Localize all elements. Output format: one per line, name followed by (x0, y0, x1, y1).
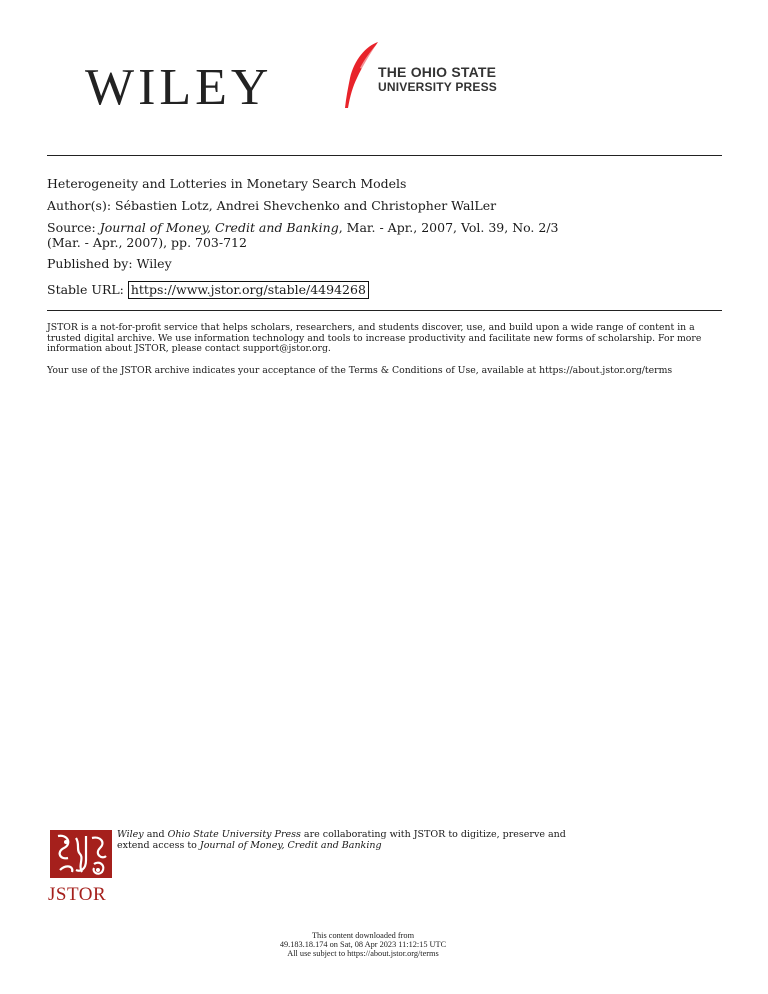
jstor-wordmark: JSTOR (48, 884, 107, 905)
collab-journal: Journal of Money, Credit and Banking (199, 840, 382, 851)
partner-2: Ohio State University Press (167, 829, 301, 840)
press-name-line1: THE OHIO STATE (378, 64, 497, 80)
authors-label: Author(s): (47, 198, 112, 213)
source-line (47, 220, 727, 250)
footer-line-2: 49.183.18.174 on Sat, 08 Apr 2023 11:12:15 UTC (279, 940, 447, 949)
source-label: Source: (47, 220, 96, 235)
collab-text-2: extend access to (117, 840, 197, 851)
source-details: , Mar. - Apr., 2007, Vol. 39, No. 2/3 (338, 220, 559, 235)
wiley-logo: WILEY (85, 59, 273, 116)
press-name-line2: UNIVERSITY PRESS (378, 80, 498, 94)
footer-line-1: This content downloaded from (311, 931, 415, 940)
stable-url-line (47, 281, 727, 299)
footer-line-3: All use subject to https://about.jstor.org/terms (287, 949, 439, 958)
collaboration-statement (117, 829, 717, 851)
published-label: Published by: (47, 256, 133, 271)
collab-text-1: are collaborating with JSTOR to digitize, preserve and (303, 829, 566, 840)
article-title: Heterogeneity and Lotteries in Monetary Search Models (47, 176, 407, 191)
jstor-seal-icon (50, 830, 112, 878)
authors-value: Sébastien Lotz, Andrei Shevchenko and Christopher WalLer (115, 198, 497, 213)
and-word: and (146, 829, 165, 840)
feather-icon (340, 40, 382, 110)
terms-notice: Your use of the JSTOR archive indicates your acceptance of the Terms & Conditions of Use, available at https://about.jstor.org/terms (47, 365, 673, 376)
source-details-line2: (Mar. - Apr., 2007), pp. 703-712 (47, 235, 247, 250)
source-journal: Journal of Money, Credit and Banking (99, 220, 339, 235)
stable-url-link[interactable]: https://www.jstor.org/stable/4494268 (128, 281, 369, 299)
ohio-state-press-logo (340, 40, 540, 110)
stable-url-label: Stable URL: (47, 282, 124, 297)
jstor-about-notice: JSTOR is a not-for-profit service that helps scholars, researchers, and students discover, use, and build upon a wide range of content in a trusted digital archive. We use information technology and tools to increase productivity and facilitate new forms of scholarship. For more information about JSTOR, please contact support@jstor.org. (47, 322, 702, 354)
published-value: Wiley (136, 256, 172, 271)
authors-line (47, 198, 727, 213)
top-divider (47, 155, 722, 156)
partner-1: Wiley (117, 829, 144, 840)
bottom-divider (47, 310, 722, 311)
published-line (47, 256, 727, 271)
